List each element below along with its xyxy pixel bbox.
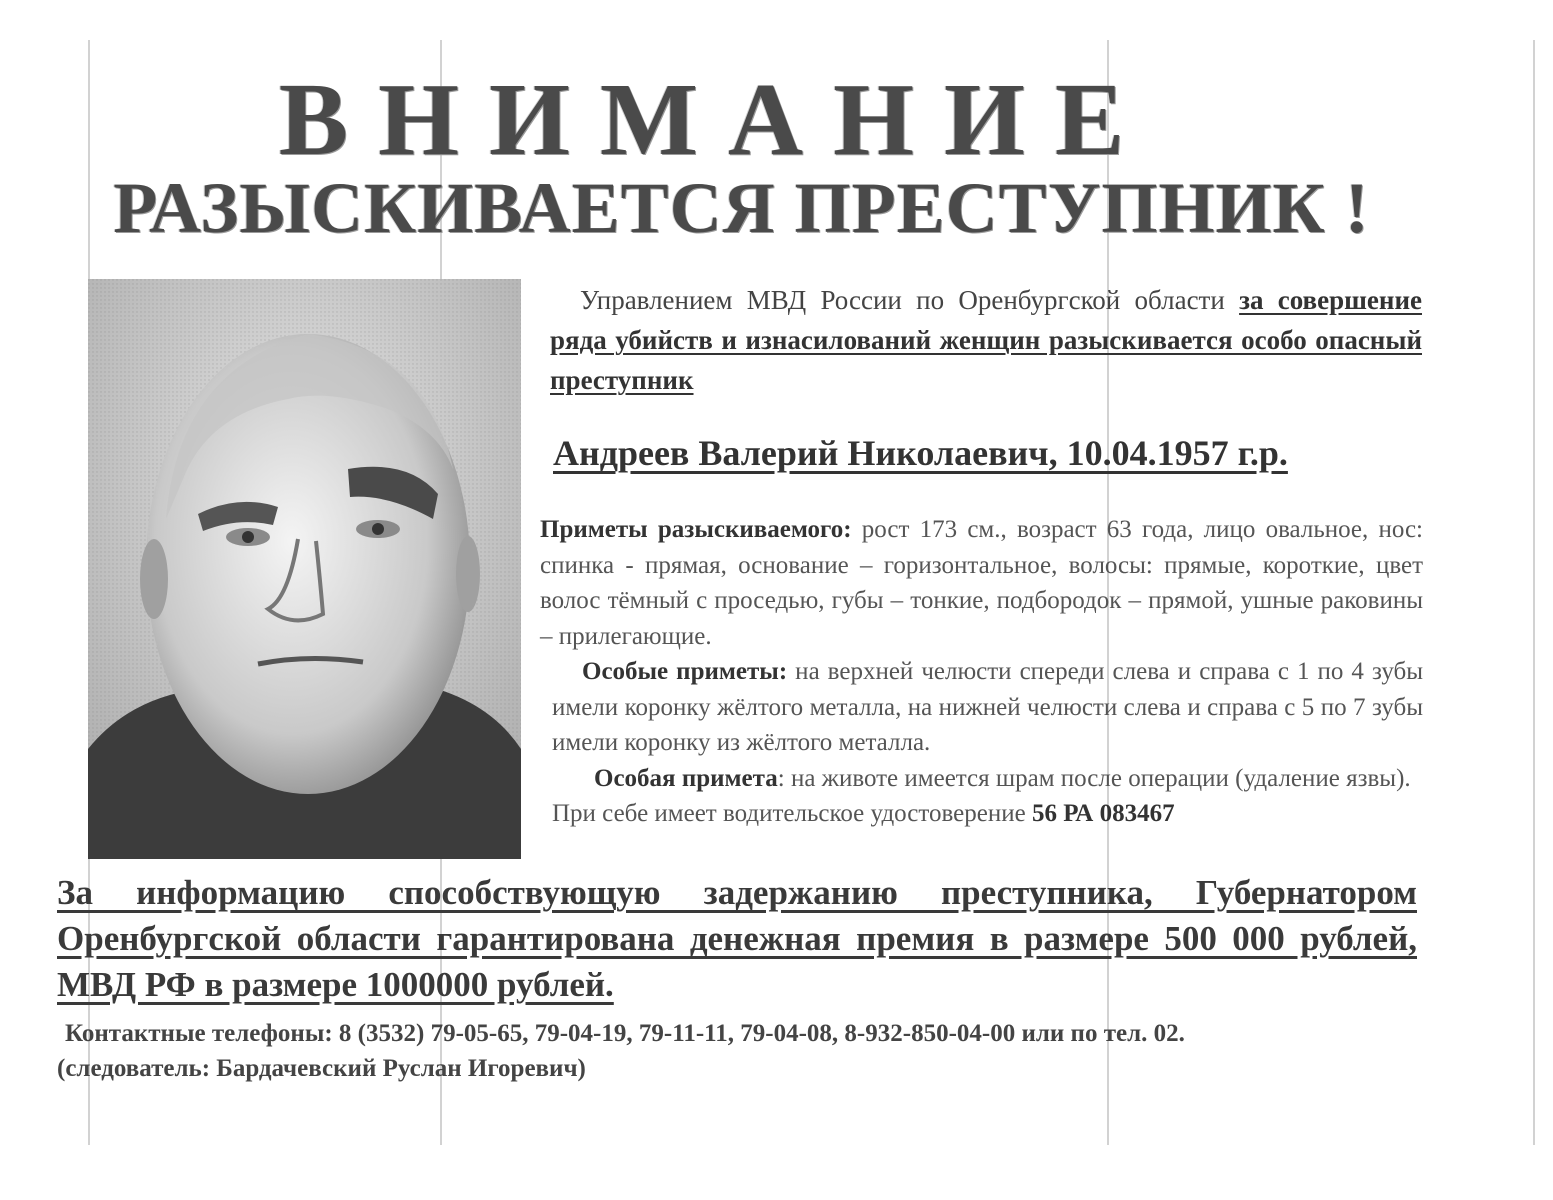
signs-label: Приметы разыскиваемого: bbox=[540, 516, 852, 543]
special-mark-paragraph bbox=[540, 761, 1423, 797]
reward-text: За информацию способствующую задержанию преступника, Губернатором Оренбургской области гарантирована денежная премия в размере 500 000 рублей, МВД РФ в размере 1000000 рублей. bbox=[57, 873, 1417, 1004]
signs-text: рост 173 см., возраст 63 года, лицо овальное, нос: спинка - прямая, основание – горизонтальное, волосы: прямые, короткие, цвет волос тёмный с проседью, губы – тонкие, подбородок – прямой, ушные раковины – прилегающие. bbox=[540, 516, 1424, 650]
license-number: 56 РА 083467 bbox=[1031, 800, 1175, 827]
suspect-photo bbox=[88, 279, 521, 859]
lead-underlined-text: за совершение ряда убийств и изнасилований женщин разыскивается особо опасный преступник bbox=[550, 285, 1422, 395]
special-mark-text: : на животе имеется шрам после операции (удаление язвы). bbox=[777, 764, 1411, 792]
lead-plain-text: Управлением МВД России по Оренбургской области bbox=[580, 285, 1240, 315]
special-signs-text: на верхней челюсти спереди слева и справа с 1 по 4 зубы имели коронку жёлтого металла, на нижней челюсти слева и справа с 5 по 7 зубы имели коронку из жёлтого металла. bbox=[552, 658, 1424, 756]
special-mark-label: Особая примета bbox=[594, 764, 778, 792]
poster-title: ВНИМАНИЕ bbox=[278, 62, 1155, 177]
reward-paragraph bbox=[57, 870, 1417, 1008]
license-text: При себе имеет водительское удостоверение bbox=[552, 800, 1032, 827]
special-signs-paragraph bbox=[540, 654, 1423, 761]
contacts-block bbox=[57, 1016, 1437, 1086]
investigator-line: (следователь: Бардачевский Руслан Игоревич) bbox=[57, 1055, 586, 1082]
description-block bbox=[540, 512, 1423, 832]
license-paragraph bbox=[540, 796, 1423, 832]
signs-paragraph bbox=[540, 512, 1423, 654]
lead-paragraph bbox=[550, 280, 1422, 400]
suspect-name: Андреев Валерий Николаевич, 10.04.1957 г.р. bbox=[553, 433, 1288, 473]
contacts-line: Контактные телефоны: 8 (3532) 79-05-65, 79-04-19, 79-11-11, 79-04-08, 8-932-850-04-00 или по тел. 02. bbox=[65, 1020, 1185, 1047]
poster-subtitle: РАЗЫСКИВАЕТСЯ ПРЕСТУПНИК ! bbox=[113, 168, 1370, 248]
portrait-image bbox=[88, 279, 521, 859]
special-signs-label: Особые приметы: bbox=[582, 658, 788, 685]
